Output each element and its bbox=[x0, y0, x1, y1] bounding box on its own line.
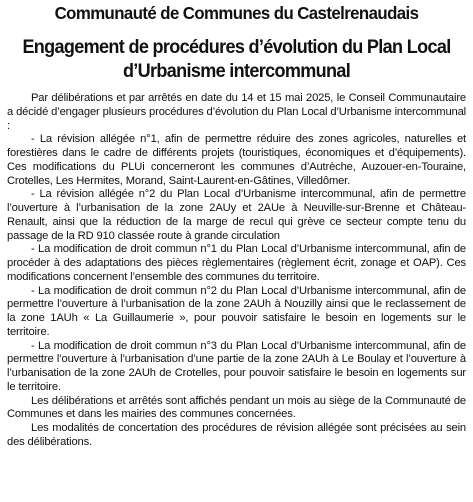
procedure-item-revision-1: - La révision allégée n°1, afin de permettre réduire des zones agricoles, naturelles et forestières dans le cadre de différents projets (touristiques, économiques et d’équipements). Ces modifications du PLUi concerneront les communes d’Autrèche, Auzouer-en-Touraine, Crotelles, Les Hermites, Morand, Saint-Laurent-en-Gâtines, Villedômer. bbox=[7, 133, 466, 187]
notice-body bbox=[7, 92, 466, 450]
intro-paragraph: Par délibérations et par arrêtés en date du 14 et 15 mai 2025, le Conseil Communautaire a décidé d’engager plusieurs procédures d’évolution du Plan Local d’Urbanisme intercommunal : bbox=[7, 92, 466, 132]
procedure-item-modification-1: - La modification de droit commun n°1 du Plan Local d’Urbanisme intercommunal, afin de procéder à des adaptations des pièces règlementaires (règlement écrit, zonage et OAP). Ces modifications concernent l’ensemble des communes du territoire. bbox=[7, 243, 466, 283]
closing-paragraph-posting: Les délibérations et arrêtés sont affichés pendant un mois au siège de la Communauté de Communes et dans les mairies des communes concernées. bbox=[7, 394, 466, 421]
notice-title-line-2: d’Urbanisme intercommunal bbox=[122, 61, 351, 82]
notice-title bbox=[18, 36, 454, 84]
procedure-item-modification-3: - La modification de droit commun n°3 du Plan Local d’Urbanisme intercommunal, afin de permettre l’ouverture à l’urbanisation d’une partie de la zone 2AUh à Le Boulay et l’ouverture à l’urbanisation de la zone 2AUh de Crotelles, pour pouvoir satisfaire le besoin en logements sur le territoire. bbox=[7, 339, 466, 393]
closing-paragraph-concertation: Les modalités de concertation des procédures de révision allégée sont précisées au sein des délibérations. bbox=[7, 422, 466, 448]
notice-title-line-1: Engagement de procédures d’évolution du Plan Local bbox=[22, 37, 451, 58]
procedure-item-modification-2: - La modification de droit commun n°2 du Plan Local d’Urbanisme intercommunal, afin de permettre l’ouverture à l’urbanisation de la zone 2AUh à Nouzilly ainsi que le reclassement de la zone 1AUh « La Guillaumerie », pour pouvoir satisfaire le besoin en logements sur le territoire. bbox=[7, 284, 466, 338]
procedure-item-revision-2: - La révision allégée n°2 du Plan Local d’Urbanisme intercommunal, afin de permettre l’ouverture à l’urbanisation de la zone 2AUy et 2AUe à Neuville-sur-Brenne et Château-Renault, ainsi que la réduction de la marge de recul qui grève ce secteur compte tenu du passage de la RD 910 classée route à grande circulation bbox=[7, 188, 466, 242]
organization-heading: Communauté de Communes du Castelrenaudais bbox=[54, 3, 419, 23]
